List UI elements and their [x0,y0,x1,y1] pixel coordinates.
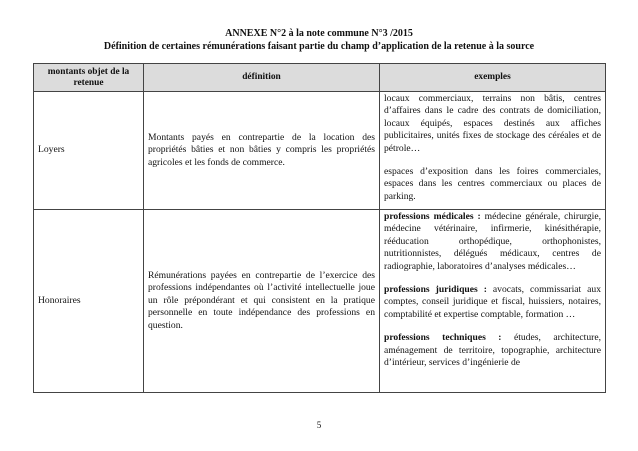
column-header-definition: définition [144,64,380,92]
example-paragraph: professions médicales : médecine générale, chirurgie, médecine vétérinaire, infirmerie, kinésithérapie, rééducation orthopédique, orthophonistes, nutritionnistes, délégués médicaux, centres de radiographie, laboratoires d’analyses médicales… [384,211,602,272]
example-category-label: professions médicales : [384,211,481,222]
page-number: 5 [316,420,322,430]
example-paragraph: locaux commerciaux, terrains non bâtis, centres d’affaires dans le cadre des contrats de domiciliation, locaux équipés, espaces destinés aux affiches publicitaires, unités fixes de stockage des céréales et de pétrole… [384,93,601,154]
row-definition-honoraires: Rémunérations payées en contrepartie de l’exercice des professions indépendantes où l’activité intellectuelle joue un rôle prépondérant et qui consistent en la pratique personnelle en toute indépendance des professions en question. [144,210,380,393]
row-exemples-honoraires [380,210,606,393]
row-exemples-loyers [380,92,606,210]
table-header-row [34,64,606,92]
column-header-montants: montants objet de la retenue [34,64,144,92]
annex-title: ANNEXE N°2 à la note commune N°3 /2015 [225,28,413,39]
example-paragraph: espaces d’exposition dans les foires commerciales, espaces dans les centres commerciaux ou places de parking. [384,166,601,202]
row-montant-honoraires: Honoraires [34,210,144,393]
example-paragraph: professions techniques : études, architecture, aménagement de territoire, topographie, architecture d’intérieur, services d’ingénierie de [384,332,601,369]
table-row [34,210,606,393]
example-category-label: professions techniques : [384,332,502,344]
row-montant-loyers: Loyers [34,92,144,210]
example-category-label: professions juridiques : [384,284,487,296]
column-header-exemples: exemples [380,64,606,92]
row-definition-loyers: Montants payés en contrepartie de la location des propriétés bâties et non bâties y compris les propriétés agricoles et les fonds de commerce. [144,92,380,210]
table-row [34,92,606,210]
annex-subtitle: Définition de certaines rémunérations faisant partie du champ d’application de la retenue à la source [103,41,535,52]
remunerations-table [33,63,606,393]
example-paragraph: professions juridiques : avocats, commissariat aux comptes, conseil juridique et fiscal, huissiers, notaires, comptabilité et expertise comptable, formation … [384,284,601,320]
